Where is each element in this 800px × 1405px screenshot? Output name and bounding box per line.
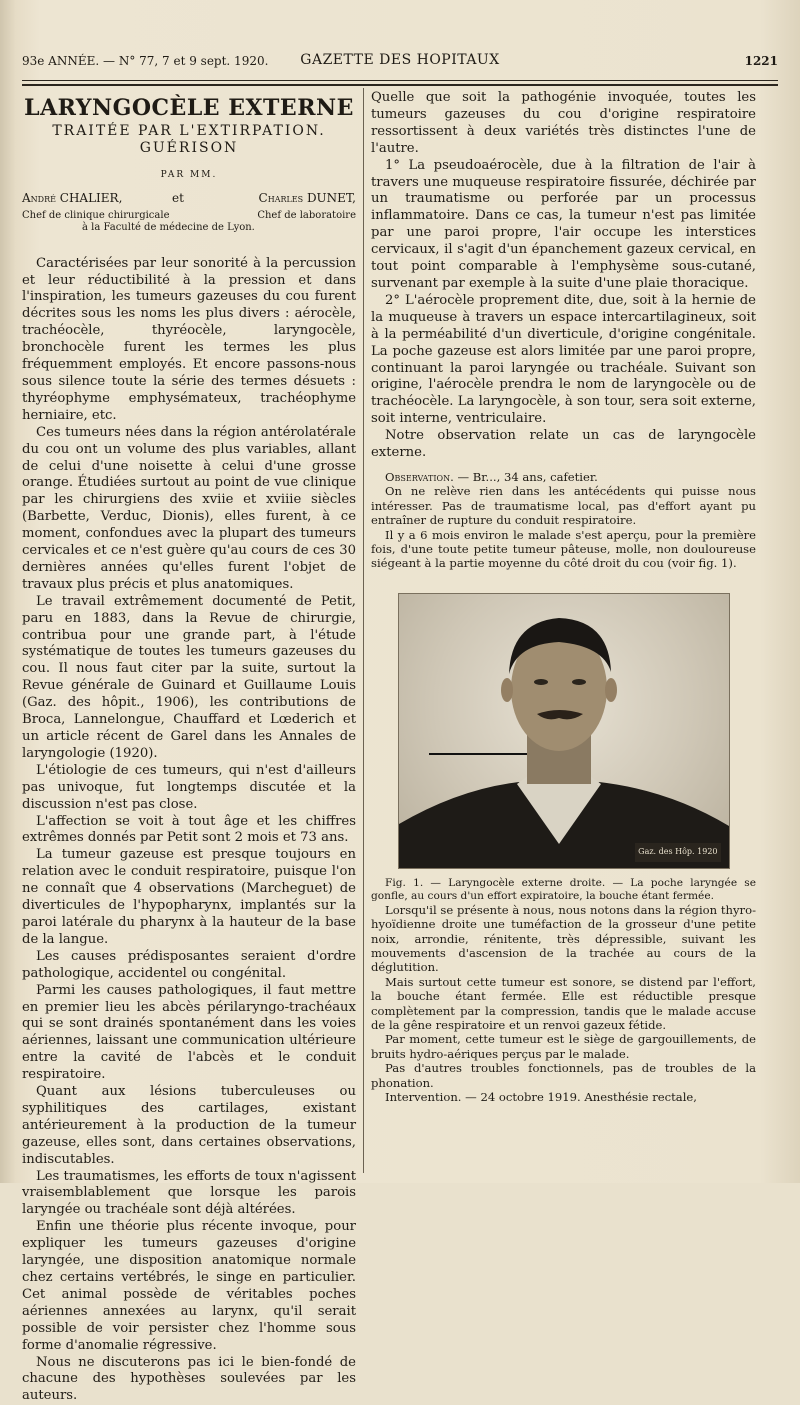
article-subtitle: TRAITÉE PAR L'EXTIRPATION. GUÉRISON — [52, 122, 326, 156]
observation-paragraph: Intervention. — 24 octobre 1919. Anesthésie rectale, — [385, 1090, 697, 1105]
observation-paragraph: Il y a 6 mois environ le malade s'est aperçu, pour la première fois, d'une toute petite tumeur pâteuse, molle, non douloureuse siégeant à la partie moyenne du côté droit du cou (voir fig. 1). — [371, 527, 756, 571]
paragraph: Ces tumeurs nées dans la région antérolatérale du cou ont un volume des plus variables, allant de celui d'une noisette à celui d'une grosse orange. Étudiées surtout au point de vue clinique par les chirurgiens des xviie et xviiie siècles (Barbette, Verduc, Dionis), elles furent, à ce moment, confondues avec la plupart des tumeurs cervicales et ce n'est guère qu'au cours de ces 30 dernières années qu'elles furent l'objet de travaux plus précis et plus anatomiques. — [22, 424, 356, 592]
paragraph: Caractérisées par leur sonorité à la percussion et leur réductibilité à la pression et dans l'inspiration, les tumeurs gazeuses du cou furent décrites sous les noms les plus divers : aérocèle, trachéocèle, thyréocèle, laryngocèle, bronchocèle furent les termes les plus fréquemment employés. Et encore passons-nous sous silence toute la série des termes désuets : thyréophyme emphysémateux, trachéophyme herniaire, etc. — [22, 255, 356, 423]
clinical-findings — [371, 903, 756, 1105]
header-rule-thick — [22, 84, 778, 86]
observation-paragraph: Mais surtout cette tumeur est sonore, se distend par l'effort, la bouche étant fermée. Elle est réductible presque complètement par la compression, tandis que le malade accuse de la gêne respiratoire et un renvoi gazeux fétide. — [371, 974, 756, 1033]
journal-name: GAZETTE DES HOPITAUX — [300, 52, 500, 68]
paragraph: 2° L'aérocèle proprement dite, due, soit à la hernie de la muqueuse à travers un espace intercartilagineux, soit à la perméabilité d'un diverticule, d'origine congénitale. La poche gazeuse est alors limitée par une paroi propre, continuant la paroi laryngée ou trachéale. Suivant son origine, l'aérocèle prendra le nom de laryngocèle ou de trachéocèle. La laryngocèle, à son tour, sera soit externe, soit interne, ventriculaire. — [371, 292, 756, 427]
observation-paragraph: On ne relève rien dans les antécédents qui puisse nous intéresser. Pas de traumatisme local, pas d'effort ayant pu entraîner de rupture du conduit respiratoire. — [371, 484, 756, 528]
observation-paragraph: Lorsqu'il se présente à nous, nous notons dans la région thyro-hyoïdienne droite une tuméfaction de la grosseur d'une petite noix, arrondie, rénitente, très dépressible, suivant les mouvements d'ascension de la trachée au cours de la déglutition. — [371, 902, 756, 975]
author-dunet: Charles DUNET, — [258, 190, 356, 205]
observation-label: Observation. — [385, 469, 454, 484]
page-number: 1221 — [744, 54, 778, 68]
patient-portrait-illustration — [399, 594, 729, 868]
paragraph: Quelle que soit la pathogénie invoquée, toutes les tumeurs gazeuses du cou d'origine respiratoire ressortissent à deux variétés très distinctes l'une de l'autre. — [371, 90, 756, 156]
paragraph: Nous ne discuterons pas ici le bien-fondé de chacune des hypothèses soulevées par les auteurs. — [22, 1354, 356, 1404]
issue-line: 93e ANNÉE. — N° 77, 7 et 9 sept. 1920. — [22, 54, 269, 68]
paragraph: 1° La pseudoaérocèle, due à la filtration de l'air à travers une muqueuse respiratoire fissurée, déchirée par un traumatisme ou perforée par un processus inflammatoire. Dans ce cas, la tumeur n'est pas limitée par une paroi propre, l'air occupe les interstices cervicaux, il s'agit d'un épanchement gazeux cervical, en tout point comparable à l'emphysème sous-cutané, survenant par exemple à la suite d'une plaie thoracique. — [371, 157, 756, 291]
article-title: LARYNGOCÈLE EXTERNE — [24, 95, 354, 121]
paragraph: L'affection se voit à tout âge et les chiffres extrêmes donnés par Petit sont 2 mois et 73 ans. — [22, 813, 356, 846]
paragraph: Le travail extrêmement documenté de Petit, paru en 1883, dans la Revue de chirurgie, contribua pour une grande part, à l'étude systématique de toutes les tumeurs gazeuses du cou. Il nous faut citer par la suite, surtout la Revue générale de Guinard et Guillaume Louis (Gaz. des hôpit., 1906), les contributions de Broca, Lannelongue, Chauffard et Lœderich et un article récent de Garel dans les Annales de laryngologie (1920). — [22, 593, 356, 761]
observation-heading — [371, 470, 756, 484]
observation-paragraph: Par moment, cette tumeur est le siège de gargouillements, de bruits hydro-aériques perçus par le malade. — [371, 1032, 756, 1061]
paragraph: Enfin une théorie plus récente invoque, pour expliquer les tumeurs gazeuses d'origine laryngée, une disposition anatomique normale chez certains vertébrés, le singe en particulier. Cet animal possède de véritables poches aériennes annexées au larynx, qu'il serait possible de voir persister chez l'homme sous forme d'anomalie régressive. — [22, 1219, 356, 1353]
running-header — [22, 50, 778, 74]
paragraph: Les causes prédisposantes seraient d'ordre pathologique, accidentel ou congénital. — [22, 948, 356, 981]
observation-block — [371, 470, 756, 571]
author-role-dunet: Chef de laboratoire — [257, 209, 356, 221]
figure-caption: Fig. 1. — Laryngocèle externe droite. — La poche laryngée se gonfle, au cours d'un effort expiratoire, la bouche étant fermée. — [371, 876, 756, 902]
author-conjunction: et — [172, 190, 184, 205]
photo-stamp: Gaz. des Hôp. 1920 — [635, 843, 720, 862]
paragraph: Notre observation relate un cas de laryngocèle externe. — [371, 428, 756, 461]
paragraph: La tumeur gazeuse est presque toujours en relation avec le conduit respiratoire, puisque l'on ne connaît que 4 observations (Marcheguet) de diverticules de l'hypopharynx, implantés sur la paroi latérale du pharynx à la hauteur de la base de la langue. — [22, 847, 356, 947]
author-chalier: André CHALIER, — [22, 190, 123, 205]
paragraph: Parmi les causes pathologiques, il faut mettre en premier lieu les abcès périlaryngo-trachéaux qui se sont drainés spontanément dans les voies aériennes, laissant une communication ultérieure entre la cavité de l'abcès et le conduit respiratoire. — [22, 982, 356, 1083]
patient-photograph — [398, 593, 730, 869]
observation-paragraph: Pas d'autres troubles fonctionnels, pas de troubles de la phonation. — [371, 1061, 756, 1090]
left-column — [22, 90, 356, 1405]
paragraph: Les traumatismes, les efforts de toux n'agissent vraisemblablement que lorsque les parois laryngée ou trachéale sont déjà altérées. — [22, 1168, 356, 1218]
paragraph: L'étiologie de ces tumeurs, qui n'est d'ailleurs pas univoque, fut longtemps discutée et la discussion n'est pas close. — [22, 762, 356, 812]
author-block — [22, 190, 356, 246]
authors-intro: PAR MM. — [160, 169, 218, 180]
observation-intro: — Br..., 34 ans, cafetier. — [453, 469, 598, 484]
header-rule — [22, 80, 778, 81]
author-affiliation: à la Faculté de médecine de Lyon. — [82, 221, 255, 233]
right-column — [371, 90, 756, 1104]
column-divider — [363, 88, 364, 1173]
paragraph: Quant aux lésions tuberculeuses ou syphilitiques des cartilages, existant antérieurement à la production de la tumeur gazeuse, elles sont, dans certaines observations, indiscutables. — [22, 1084, 356, 1167]
author-role-chalier: Chef de clinique chirurgicale — [22, 209, 170, 221]
